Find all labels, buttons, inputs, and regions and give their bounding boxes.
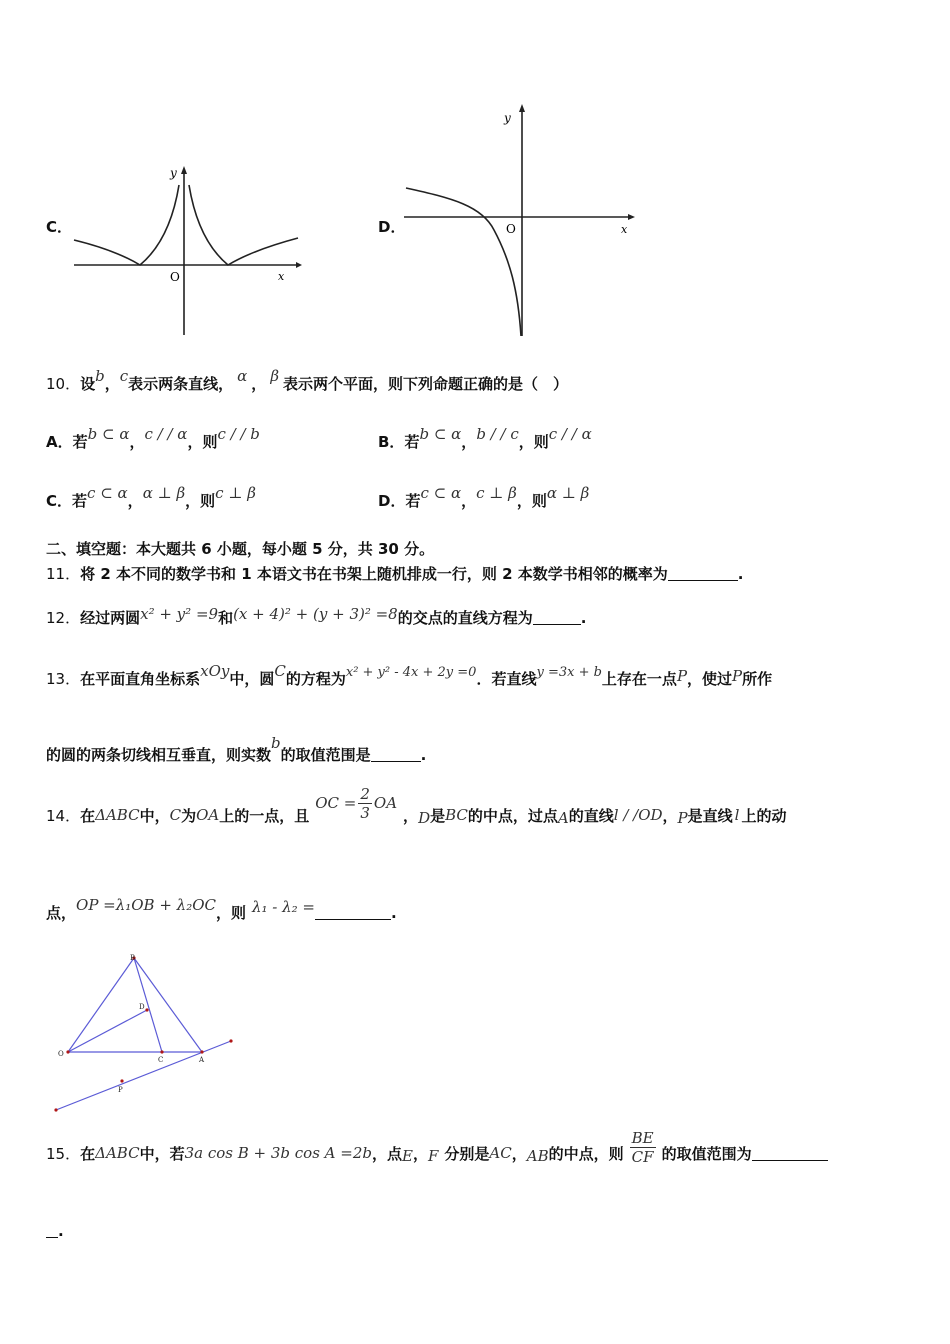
q14-line1: 14． 在 ΔABC 中， C 为 OA 上的一点，且 OC = $\frac{2}{3}$ OA ， D 是 BC 的中点，过点 A 的直线 l / /OD ， P 是直线 l 上的动 (46, 784, 787, 827)
graph-c-y-label: y (170, 166, 177, 180)
label-o: O (58, 1050, 64, 1058)
section-2-heading: 二、填空题：本大题共 6 小题，每小题 5 分，共 30 分。 (46, 540, 435, 558)
graph-c-origin-label: O (170, 270, 180, 284)
point-p (120, 1079, 123, 1082)
q15-answer-blank (752, 1146, 828, 1161)
option-c-label: C． (46, 218, 73, 236)
q13-line2: 的圆的两条切线相互垂直，则实数b的取值范围是 . (46, 734, 427, 764)
q12-answer-blank (533, 610, 581, 625)
q15-fraction: $\frac{BE}{CF}$ (631, 1128, 654, 1166)
label-c: C (158, 1056, 164, 1064)
q14-answer-blank (315, 905, 391, 920)
label-d: D (139, 1003, 145, 1011)
graph-c-x-arrow (296, 262, 302, 268)
graph-d (402, 100, 640, 338)
label-b: B (130, 954, 136, 962)
q10-option-c: C．若c ⊂ α，α ⊥ β，则c ⊥ β (46, 484, 256, 510)
segment-ob (68, 958, 134, 1052)
q15-line1: 15． 在 ΔABC 中，若 3a cos B + 3b cos A =2b ，点 E ， F 分别是 AC ， AB 的中点，则 $\frac{BE}{CF}$ 的取值范围为 (46, 1128, 828, 1178)
q14-line2: 点，OP =λ₁OB + λ₂OC，则 λ₁ - λ₂ = . (46, 896, 397, 922)
graph-d-x-arrow (628, 214, 635, 220)
option-d-label: D． (378, 218, 406, 236)
q13-line1: 13．在平面直角坐标系xOy中，圆C的方程为x² + y² - 4x + 2y =0．若直线y =3x + b上存在一点P，使过P所作 (46, 662, 773, 688)
graph-c-right-branch (189, 185, 298, 265)
label-p: P (118, 1086, 123, 1094)
label-a: A (199, 1056, 205, 1064)
q15-answer-blank-cont (46, 1223, 58, 1238)
q10-stem: 10．设b，c表示两条直线， α ， β 表示两个平面，则下列命题正确的是（ ） (46, 367, 568, 393)
point-c (160, 1050, 163, 1053)
graph-d-y-arrow (519, 104, 525, 112)
point-d (145, 1008, 148, 1011)
q10-option-a: A．若b ⊂ α，c / / α，则c / / b (46, 425, 260, 451)
graph-d-curve (406, 188, 521, 336)
point-a (200, 1050, 203, 1053)
line-l (56, 1041, 231, 1110)
q13-answer-blank (371, 747, 421, 762)
graph-c-y-arrow (181, 166, 187, 174)
q11: 11．将 2 本不同的数学书和 1 本语文书在书架上随机排成一行，则 2 本数学书相邻的概率为 . (46, 565, 744, 583)
graph-c-left-branch (74, 185, 179, 265)
point-o (66, 1050, 69, 1053)
graph-c-x-label: x (278, 270, 285, 283)
line-end-left (54, 1108, 57, 1111)
segment-od (68, 1010, 147, 1052)
q10-option-d: D．若c ⊂ α，c ⊥ β，则α ⊥ β (378, 484, 590, 510)
graph-d-y-label: y (504, 111, 511, 125)
q10-option-b: B．若b ⊂ α，b / / c，则c / / α (378, 425, 592, 451)
q11-answer-blank (668, 566, 738, 581)
q15-line2: . (46, 1222, 64, 1240)
graph-c (70, 160, 302, 340)
q12: 12．经过两圆x² + y² =9和(x + 4)² + (y + 3)² =8的交点的直线方程为 . (46, 605, 587, 627)
q14-figure (50, 952, 240, 1114)
graph-d-x-label: x (621, 223, 628, 236)
q14-oc-equation: OC = $\frac{2}{3}$ OA (315, 784, 398, 822)
graph-d-origin-label: O (506, 222, 516, 236)
line-end-right (229, 1039, 232, 1042)
